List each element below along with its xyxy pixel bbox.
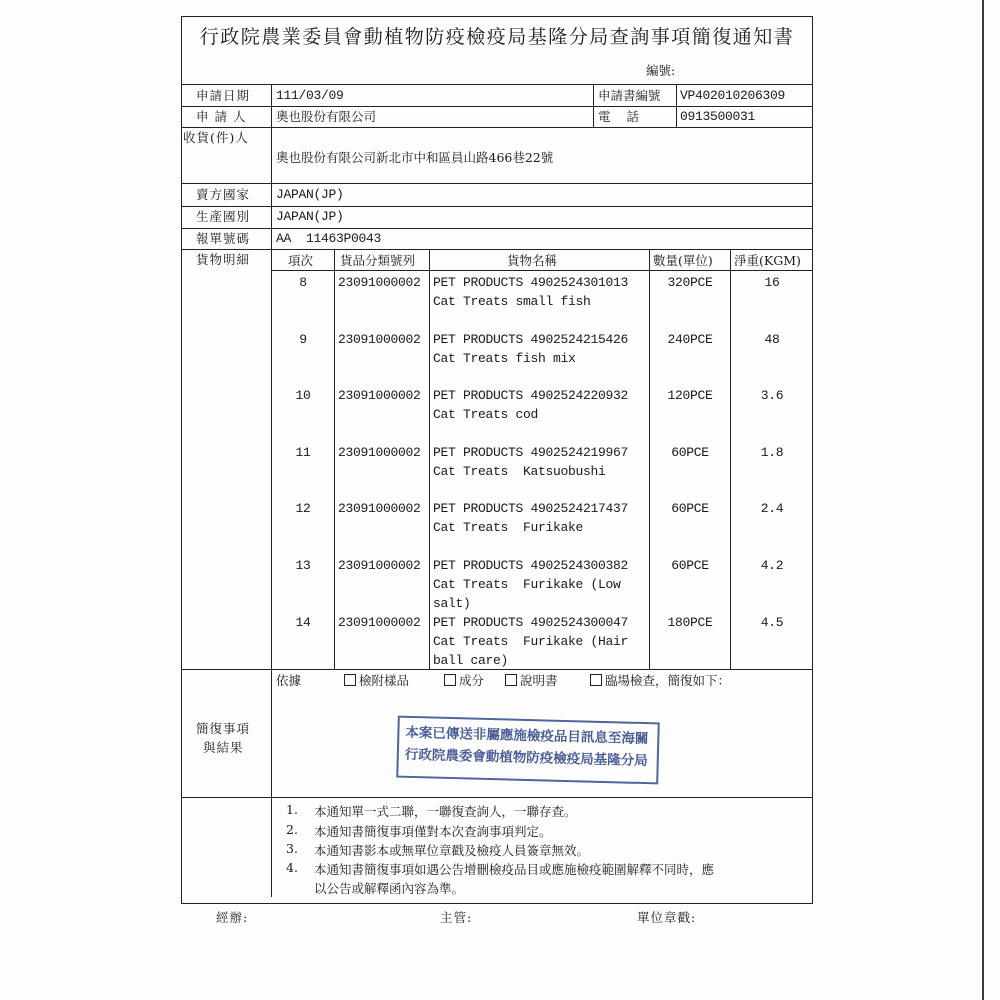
goods-name-line1: PET PRODUCTS 4902524300047 — [433, 615, 629, 630]
rule — [429, 249, 430, 669]
rule — [676, 84, 677, 127]
item-number: 10 — [295, 388, 311, 403]
stamp-line2: 行政院農委會動植物防疫檢疫局基隆分局 — [404, 746, 648, 770]
origin-country-label: 生產國別 — [196, 209, 251, 224]
applicant-value: 奧也股份有限公司 — [276, 109, 377, 124]
note-number: 4. — [286, 860, 298, 875]
item-number: 8 — [299, 275, 307, 290]
option-manual — [505, 674, 558, 688]
option-ingredients — [444, 674, 484, 688]
result-label-line1: 簡復事項 — [196, 721, 251, 736]
stamp-line1: 本案已傳送非屬應施檢疫品目訊息至海關 — [405, 724, 649, 748]
declaration-number-label: 報單號碼 — [196, 231, 251, 246]
item-number: 12 — [295, 501, 311, 516]
origin-country-value: JAPAN(JP) — [276, 209, 344, 224]
application-number-label: 申請書編號 — [598, 88, 661, 103]
item-number: 9 — [299, 332, 307, 347]
rule — [181, 249, 813, 250]
unit-seal-label: 單位章戳: — [637, 910, 697, 925]
option-ingredients-label: 成分 — [459, 673, 485, 688]
goods-name-line3: salt) — [433, 596, 471, 611]
option-onsite-inspection — [590, 674, 730, 688]
net-weight: 4.2 — [760, 558, 784, 573]
goods-name-line1: PET PRODUCTS 4902524217437 — [433, 501, 629, 516]
goods-name-line1: PET PRODUCTS 4902524215426 — [433, 332, 629, 347]
option-onsite-inspection-label: 臨場檢查，簡復如下： — [605, 673, 731, 688]
apply-date-label: 申請日期 — [196, 88, 251, 103]
checkbox-icon — [444, 674, 456, 686]
quantity: 180PCE — [667, 615, 713, 630]
goods-name-line2: Cat Treats cod — [433, 407, 539, 422]
net-weight: 48 — [764, 332, 780, 347]
option-manual-label: 說明書 — [520, 673, 558, 688]
rule — [181, 106, 813, 107]
option-samples — [344, 674, 409, 688]
phone-value: 0913500031 — [680, 109, 756, 124]
quantity: 240PCE — [667, 332, 713, 347]
tariff-code: 23091000002 — [338, 501, 421, 516]
quantity: 120PCE — [667, 388, 713, 403]
rule — [593, 84, 594, 127]
goods-name-line2: Cat Treats Furikake — [433, 520, 584, 535]
item-number: 14 — [295, 615, 311, 630]
option-samples-label: 檢附樣品 — [359, 673, 410, 688]
note-text-continued: 以公告或解釋函內容為準。 — [314, 881, 465, 896]
note-number: 3. — [286, 841, 298, 856]
rule — [181, 127, 813, 128]
document-number-label: 編號: — [646, 63, 676, 78]
seller-country-label: 賣方國家 — [196, 187, 251, 202]
goods-name-line1: PET PRODUCTS 4902524300382 — [433, 558, 629, 573]
item-number: 13 — [295, 558, 311, 573]
handler-label: 經辦: — [216, 910, 249, 925]
goods-name-line3: ball care) — [433, 653, 509, 668]
consignee-value: 奧也股份有限公司新北市中和區員山路466巷22號 — [276, 150, 554, 165]
goods-name-line1: PET PRODUCTS 4902524220932 — [433, 388, 629, 403]
checkbox-icon — [344, 674, 356, 686]
application-number-value: VP402010206309 — [680, 88, 786, 103]
col-header-code: 貨品分類號列 — [340, 253, 416, 268]
net-weight: 1.8 — [760, 445, 784, 460]
quantity: 60PCE — [671, 445, 709, 460]
col-header-name: 貨物名稱 — [507, 253, 558, 268]
quantity: 320PCE — [667, 275, 713, 290]
net-weight: 16 — [764, 275, 780, 290]
col-header-item: 項次 — [288, 253, 314, 268]
tariff-code: 23091000002 — [338, 275, 421, 290]
seller-country-value: JAPAN(JP) — [276, 187, 344, 202]
note-text: 本通知單一式二聯，一聯復查詢人，一聯存查。 — [314, 804, 577, 819]
tariff-code: 23091000002 — [338, 388, 421, 403]
official-stamp — [396, 716, 660, 785]
note-number: 1. — [286, 802, 298, 817]
tariff-code: 23091000002 — [338, 445, 421, 460]
tariff-code: 23091000002 — [338, 615, 421, 630]
rule — [181, 797, 813, 798]
rule — [271, 84, 272, 897]
checkbox-icon — [505, 674, 517, 686]
rule — [181, 183, 813, 184]
result-label-line2: 與結果 — [203, 740, 244, 755]
goods-name-line2: Cat Treats Furikake (Hair — [433, 634, 629, 649]
rule — [181, 206, 813, 207]
tariff-code: 23091000002 — [338, 332, 421, 347]
document-title: 行政院農業委員會動植物防疫檢疫局基隆分局查詢事項簡復通知書 — [199, 26, 795, 48]
goods-name-line2: Cat Treats fish mix — [433, 351, 576, 366]
item-number: 11 — [295, 445, 311, 460]
rule — [271, 270, 813, 271]
checkbox-icon — [590, 674, 602, 686]
net-weight: 2.4 — [760, 501, 784, 516]
consignee-label: 收貨(件)人 — [183, 130, 249, 145]
col-header-weight: 淨重(KGM) — [734, 253, 801, 268]
scan-edge-line — [982, 0, 984, 1000]
note-text: 本通知書影本或無單位章戳及檢疫人員簽章無效。 — [314, 843, 590, 858]
rule — [334, 249, 335, 669]
goods-name-line2: Cat Treats small fish — [433, 294, 591, 309]
declaration-number-value: AA 11463P0043 — [276, 231, 382, 246]
rule — [181, 84, 813, 85]
net-weight: 4.5 — [760, 615, 784, 630]
col-header-qty: 數量(單位) — [653, 253, 713, 268]
applicant-label: 申 請 人 — [196, 109, 247, 124]
note-text: 本通知書簡復事項如遇公告增刪檢疫品目或應施檢疫範圍解釋不同時，應 — [314, 862, 715, 877]
note-number: 2. — [286, 822, 298, 837]
goods-name-line2: Cat Treats Furikake (Low — [433, 577, 621, 592]
goods-name-line1: PET PRODUCTS 4902524301013 — [433, 275, 629, 290]
tariff-code: 23091000002 — [338, 558, 421, 573]
goods-name-line2: Cat Treats Katsuobushi — [433, 464, 606, 479]
apply-date-value: 111/03/09 — [276, 88, 344, 103]
goods-name-line1: PET PRODUCTS 4902524219967 — [433, 445, 629, 460]
rule — [181, 228, 813, 229]
basis-label: 依據 — [276, 673, 302, 688]
note-text: 本通知書簡復事項僅對本次查詢事項判定。 — [314, 824, 552, 839]
net-weight: 3.6 — [760, 388, 784, 403]
goods-detail-label: 貨物明細 — [196, 252, 251, 267]
quantity: 60PCE — [671, 558, 709, 573]
phone-label: 電 話 — [598, 109, 639, 124]
quantity: 60PCE — [671, 501, 709, 516]
supervisor-label: 主管: — [440, 910, 473, 925]
